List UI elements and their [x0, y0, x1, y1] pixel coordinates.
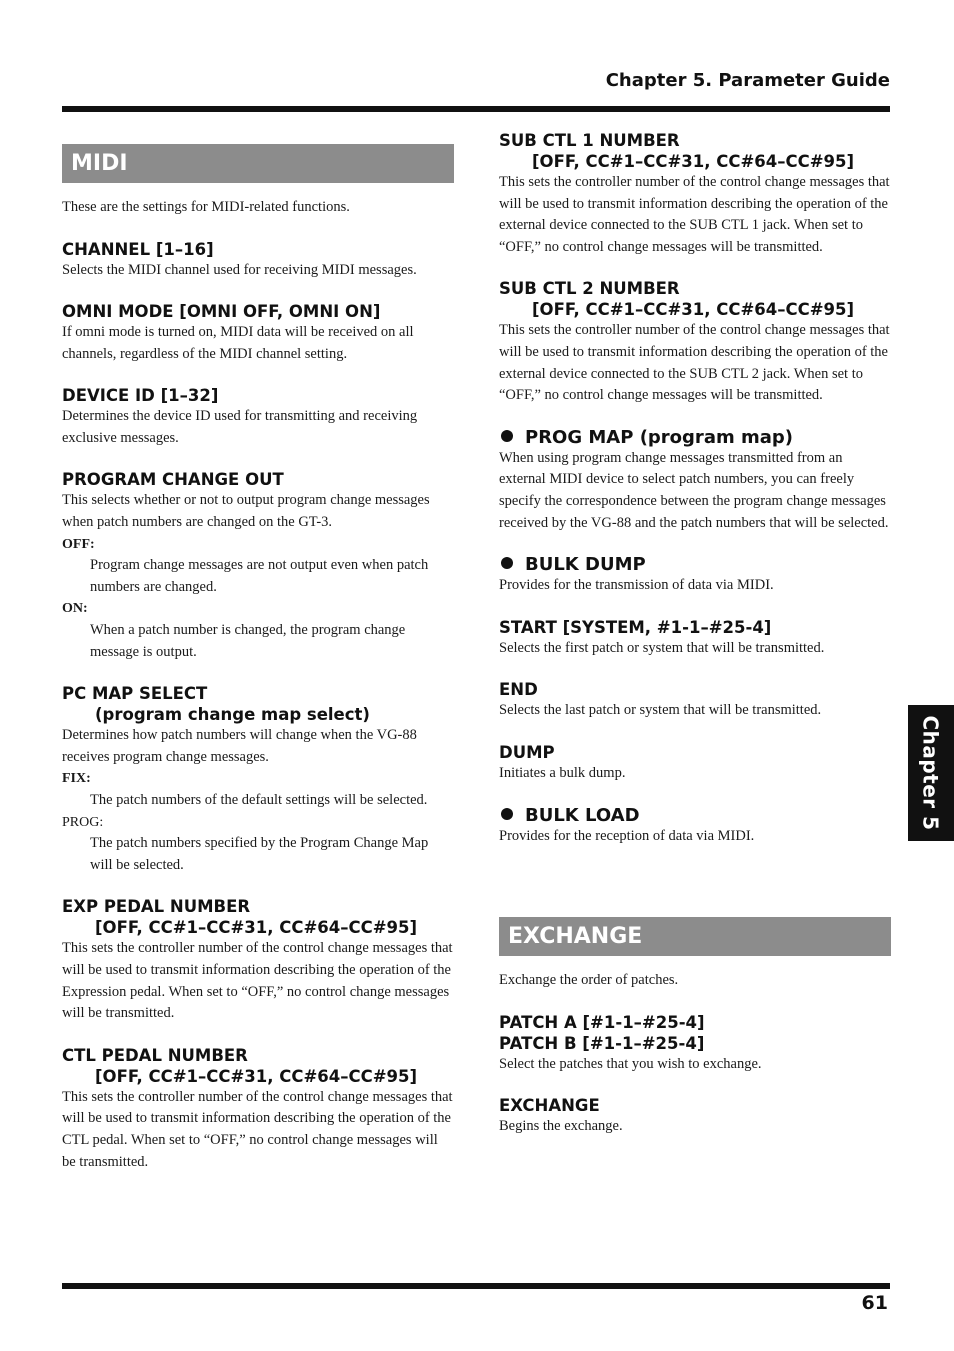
param-heading-main: PROG MAP (program map): [525, 426, 793, 448]
param-heading-main: PC MAP SELECT: [62, 684, 208, 704]
option-description: The patch numbers specified by the Program Change Map will be selected.: [90, 835, 429, 873]
left-column: [62, 144, 454, 1173]
option-description: The patch numbers of the default settings will be selected.: [90, 792, 428, 808]
param-program-change-out: [62, 469, 454, 663]
param-pc-map-select: [62, 683, 454, 876]
bullet-icon: [501, 557, 513, 569]
param-heading: EXCHANGE: [499, 1096, 600, 1116]
param-description: This sets the controller number of the control change messages that will be used to transmit information describing the operation of the Expression pedal. When set to “OFF,” no control change messages will be transmitted.: [62, 940, 453, 1022]
param-heading: [62, 1045, 454, 1087]
param-heading: CHANNEL [1–16]: [62, 239, 214, 259]
param-channel: [62, 239, 454, 282]
param-description: Initiates a bulk dump.: [499, 764, 626, 781]
param-heading-main: BULK DUMP: [525, 554, 646, 576]
page-number: 61: [861, 1292, 888, 1314]
param-heading: PROGRAM CHANGE OUT: [62, 470, 284, 490]
param-sub-ctl-1-number: [499, 130, 891, 258]
param-heading-main: SUB CTL 1 NUMBER: [499, 131, 680, 150]
param-heading: START [SYSTEM, #1-1–#25-4]: [499, 617, 772, 637]
param-heading-sub: [OFF, CC#1–CC#31, CC#64–CC#95]: [532, 152, 855, 171]
param-description: If omni mode is turned on, MIDI data will be received on all channels, regardless of the MIDI channel setting.: [62, 324, 414, 362]
exchange-intro: Exchange the order of patches.: [499, 972, 679, 989]
param-description: This sets the controller number of the control change messages that will be used to transmit information describing the operation of the external device connected to the SUB CTL 2 jack. When set to “OFF,” no control change messages will be transmitted.: [499, 322, 890, 404]
param-heading: [62, 896, 454, 938]
chapter-side-tab: [908, 705, 954, 841]
param-heading: [499, 805, 891, 826]
option-label: ON:: [62, 601, 88, 617]
chapter-header: Chapter 5. Parameter Guide: [605, 70, 890, 91]
param-description: This sets the controller number of the control change messages that will be used to transmit information describing the operation of the external device connected to the SUB CTL 1 jack. When set to “OFF,” no control change messages will be transmitted.: [499, 174, 890, 255]
param-heading-patch-a: PATCH A [#1-1–#25-4]: [499, 1012, 705, 1032]
param-heading-main: EXP PEDAL NUMBER: [62, 897, 251, 917]
param-heading: [499, 1012, 891, 1054]
param-heading-main: SUB CTL 2 NUMBER: [499, 279, 680, 299]
param-description: When using program change messages transmitted from an external MIDI device to select patch numbers, you can freely specify the correspondence between the program change messages received by the VG-88 and the patch numbers that will be selected.: [499, 449, 889, 531]
param-heading: [499, 130, 891, 172]
option-description: When a patch number is changed, the program change message is output.: [90, 622, 406, 660]
param-description: This selects whether or not to output program change messages when patch numbers are changed on the GT-3.: [62, 492, 430, 531]
param-heading: [499, 554, 891, 575]
param-description: Selects the last patch or system that will be transmitted.: [499, 702, 822, 719]
param-description: Determines the device ID used for transmitting and receiving exclusive messages.: [62, 408, 418, 446]
option-label: PROG:: [62, 814, 104, 830]
chapter-side-tab-label: Chapter 5: [919, 715, 944, 831]
param-exp-pedal-number: [62, 896, 454, 1024]
top-rule: [62, 106, 890, 112]
param-description: Selects the first patch or system that will be transmitted.: [499, 639, 825, 656]
param-description: This sets the controller number of the control change messages that will be used to transmit information describing the operation of the CTL pedal. When set to “OFF,” no control change messages will be transmitted.: [62, 1088, 453, 1170]
bullet-icon: [501, 808, 513, 820]
option-description: Program change messages are not output even when patch numbers are changed.: [90, 557, 429, 595]
param-bulk-dump: [499, 554, 891, 597]
param-device-id: [62, 385, 454, 449]
param-end: [499, 679, 891, 722]
param-bulk-load: [499, 805, 891, 848]
param-heading: END: [499, 680, 538, 700]
param-description: Begins the exchange.: [499, 1118, 623, 1135]
right-column: [499, 130, 891, 1138]
bottom-rule: [62, 1283, 890, 1289]
param-heading-main: CTL PEDAL NUMBER: [62, 1045, 248, 1065]
param-description: Select the patches that you wish to exchange.: [499, 1055, 762, 1072]
param-heading-sub: [OFF, CC#1–CC#31, CC#64–CC#95]: [95, 918, 418, 938]
param-heading-patch-b: PATCH B [#1-1–#25-4]: [499, 1033, 705, 1053]
param-heading-sub: (program change map select): [95, 705, 370, 725]
param-heading-main: BULK LOAD: [525, 804, 640, 826]
param-heading-sub: [OFF, CC#1–CC#31, CC#64–CC#95]: [532, 300, 855, 320]
param-heading: [499, 278, 891, 320]
section-spacer: [499, 847, 891, 917]
param-heading: DEVICE ID [1–32]: [62, 386, 219, 406]
section-title-exchange: EXCHANGE: [499, 917, 891, 956]
param-heading: DUMP: [499, 742, 555, 762]
param-description: Selects the MIDI channel used for receiving MIDI messages.: [62, 261, 417, 278]
param-heading-sub: [OFF, CC#1–CC#31, CC#64–CC#95]: [95, 1066, 418, 1086]
option-label: FIX:: [62, 771, 91, 787]
midi-intro: These are the settings for MIDI-related functions.: [62, 199, 350, 215]
option-label: OFF:: [62, 536, 95, 552]
param-ctl-pedal-number: [62, 1045, 454, 1173]
param-description: Provides for the transmission of data via MIDI.: [499, 577, 774, 594]
param-heading: [499, 427, 891, 448]
param-heading: [62, 683, 454, 725]
param-dump: [499, 742, 891, 785]
param-start: [499, 617, 891, 660]
param-omni-mode: [62, 301, 454, 365]
param-patch-a-b: [499, 1012, 891, 1076]
param-prog-map: [499, 427, 891, 534]
bullet-icon: [501, 430, 513, 442]
param-description: Determines how patch numbers will change when the VG-88 receives program change messages.: [62, 727, 417, 765]
param-heading: OMNI MODE [OMNI OFF, OMNI ON]: [62, 302, 381, 322]
param-sub-ctl-2-number: [499, 278, 891, 406]
section-title-midi: MIDI: [62, 144, 454, 183]
param-exchange: [499, 1095, 891, 1138]
param-description: Provides for the reception of data via MIDI.: [499, 827, 755, 844]
